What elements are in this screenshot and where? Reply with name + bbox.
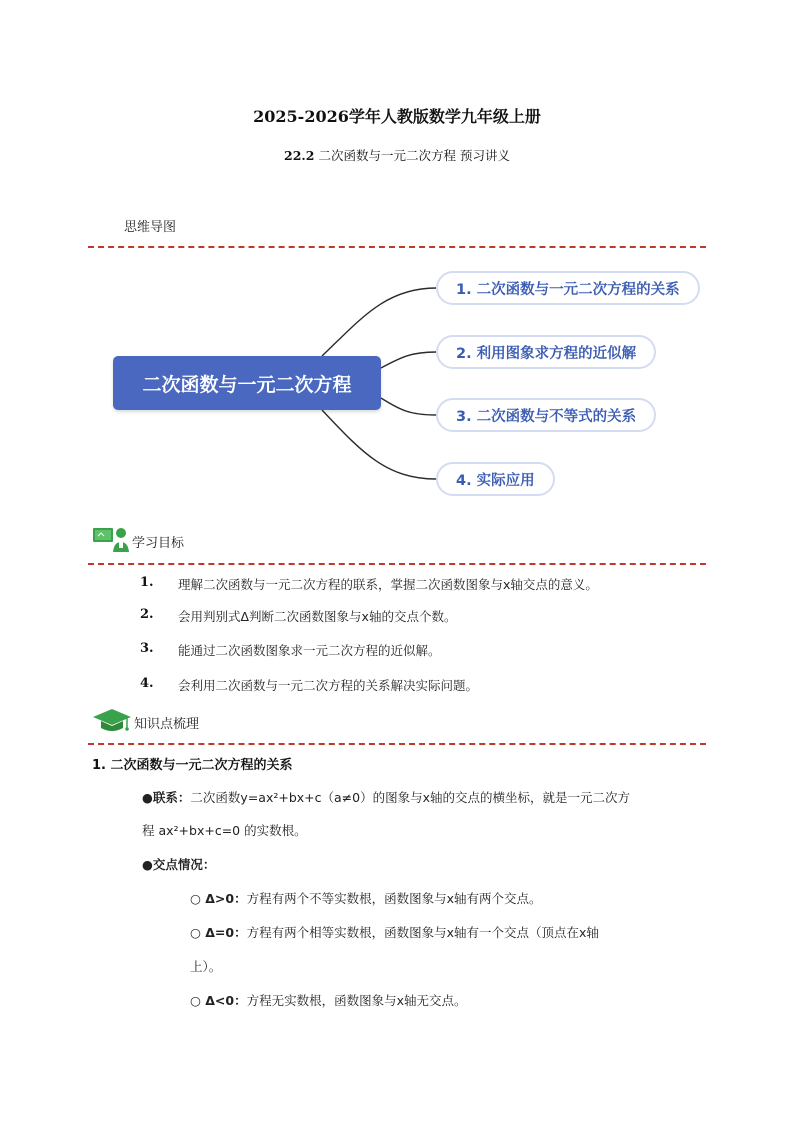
cases-label: ●交点情况：: [142, 857, 216, 872]
connector-3: [381, 398, 436, 415]
mindmap-branch-2: 2. 利用图象求方程的近似解: [436, 335, 656, 369]
knowledge-heading: 1. 二次函数与一元二次方程的关系: [92, 758, 293, 773]
graduation-cap-icon: [92, 706, 132, 736]
goal-number: 4.: [140, 676, 154, 691]
case-mark: ○ Δ>0：: [190, 891, 247, 906]
case-text-continued: 上）。: [190, 959, 222, 974]
goal-number: 3.: [140, 641, 154, 656]
case-mark: ○ Δ=0：: [190, 925, 247, 940]
mindmap-root: 二次函数与一元二次方程: [113, 356, 381, 410]
knowledge-label: 知识点梳理: [134, 717, 200, 732]
mindmap-branch-3: 3. 二次函数与不等式的关系: [436, 398, 656, 432]
goal-text: 会利用二次函数与一元二次方程的关系解决实际问题。: [178, 678, 479, 693]
mindmap-label: 思维导图: [124, 220, 177, 235]
case-text: 方程有两个不等实数根，函数图象与x轴有两个交点。: [246, 891, 542, 906]
goal-text: 会用判别式Δ判断二次函数图象与x轴的交点个数。: [178, 609, 457, 624]
document-title: 2025-2026学年人教版数学九年级上册: [253, 107, 541, 126]
link-text-1: 二次函数y=ax²+bx+c（a≠0）的图象与x轴的交点的横坐标，就是一元二次方: [190, 790, 630, 805]
case-text: 方程有两个相等实数根，函数图象与x轴有一个交点（顶点在x轴: [246, 925, 599, 940]
connector-1: [322, 288, 436, 356]
case-mark: ○ Δ<0：: [190, 993, 247, 1008]
teacher-icon: [92, 524, 132, 554]
goal-number: 2.: [140, 607, 154, 622]
case-item: [190, 889, 542, 907]
subtitle-number: 22.2: [284, 148, 315, 163]
subtitle-text: 二次函数与一元二次方程 预习讲义: [318, 148, 510, 163]
connector-4: [322, 410, 436, 479]
divider: [88, 563, 706, 565]
link-label: ●联系：: [142, 790, 191, 805]
link-paragraph: [142, 788, 630, 806]
mindmap-branch-4: 4. 实际应用: [436, 462, 555, 496]
goal-text: 能通过二次函数图象求一元二次方程的近似解。: [178, 643, 441, 658]
case-text: 方程无实数根，函数图象与x轴无交点。: [246, 993, 467, 1008]
case-item: [190, 923, 599, 941]
connector-2: [381, 352, 436, 368]
mindmap-branch-1: 1. 二次函数与一元二次方程的关系: [436, 271, 700, 305]
goal-number: 1.: [140, 575, 154, 590]
goal-text: 理解二次函数与一元二次方程的联系，掌握二次函数图象与x轴交点的意义。: [178, 577, 598, 592]
case-item: [190, 991, 467, 1009]
link-text-2: 程 ax²+bx+c=0 的实数根。: [142, 823, 307, 838]
divider: [88, 743, 706, 745]
goals-label: 学习目标: [132, 536, 185, 551]
